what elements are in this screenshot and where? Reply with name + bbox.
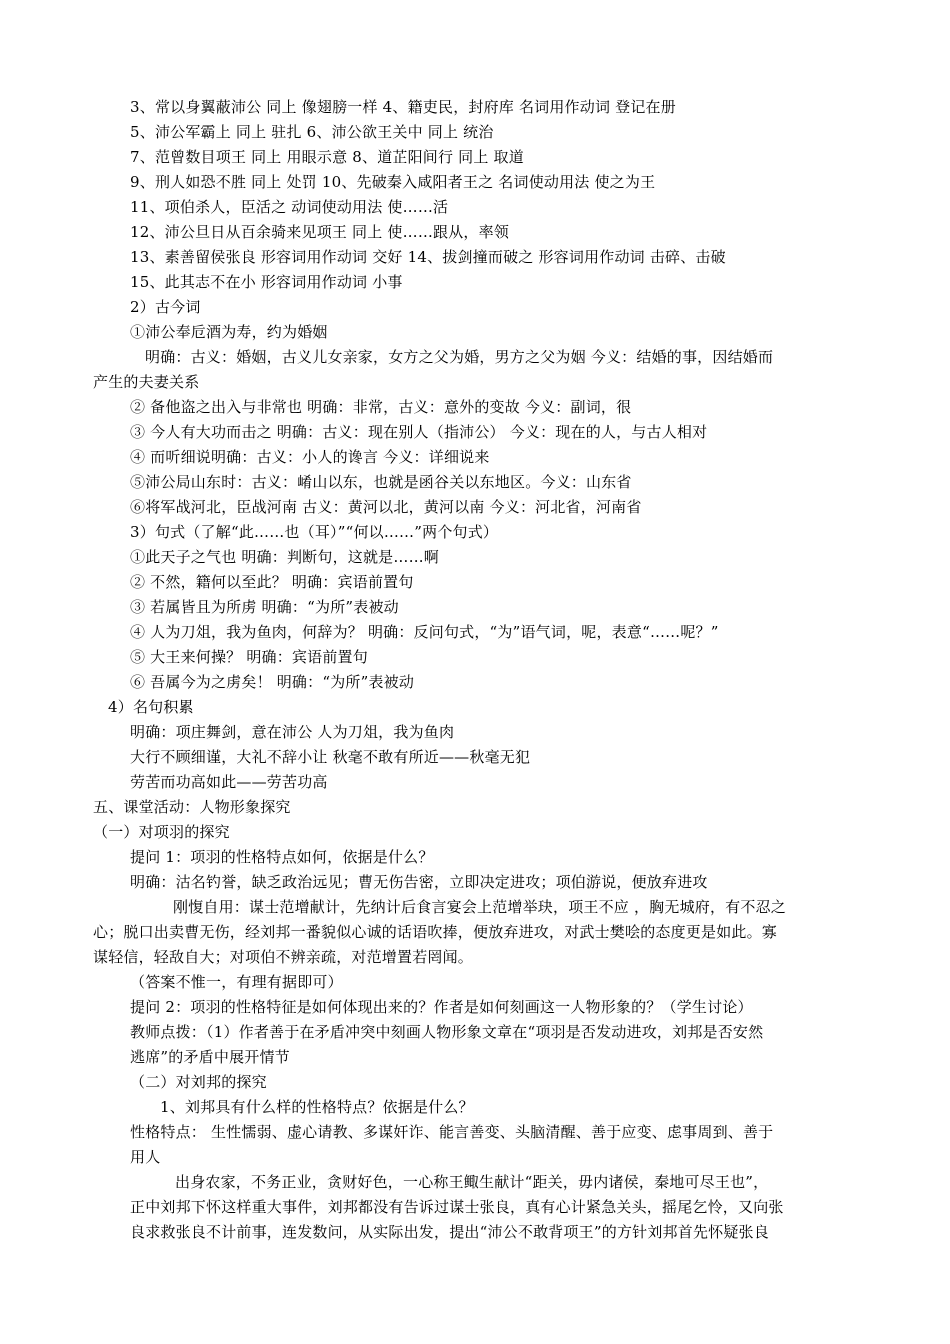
text-line: 谋轻信，轻敌自大；对项伯不辨亲疏，对范增置若罔闻。 — [93, 948, 474, 966]
text-line: 3）句式（了解“此……也（耳）”“何以……”两个句式） — [130, 523, 499, 541]
text-line: 刚愎自用：谋士范增献计，先纳计后食言宴会上范增举玦，项王不应 ，胸无城府，有不忍之 — [173, 898, 786, 916]
text-line: 5、沛公军霸上 同上 驻扎 6、沛公欲王关中 同上 统治 — [130, 123, 494, 141]
text-line: 13、素善留侯张良 形容词用作动词 交好 14、拔剑撞而破之 形容词用作动词 击碎、击破 — [130, 248, 726, 266]
text-line: ④ 而听细说明确：古义：小人的谗言 今义：详细说来 — [130, 448, 490, 466]
text-line: 逃席”的矛盾中展开情节 — [130, 1048, 290, 1066]
text-line: 3、常以身翼蔽沛公 同上 像翅膀一样 4、籍吏民，封府库 名词用作动词 登记在册 — [130, 98, 676, 116]
section-heading: 五、课堂活动：人物形象探究 — [93, 798, 291, 816]
text-line: ③ 若属皆且为所虏 明确：“为所”表被动 — [130, 598, 399, 616]
text-line: ⑥将军战河北，臣战河南 古义：黄河以北，黄河以南 今义：河北省，河南省 — [130, 498, 642, 516]
text-line: 性格特点： 生性懦弱、虚心请教、多谋奸诈、能言善变、头脑清醒、善于应变、虑事周到、善于 — [130, 1123, 774, 1141]
text-line: ①沛公奉卮酒为寿，约为婚姻 — [130, 323, 328, 341]
text-line: 良求救张良不计前事，连发数问，从实际出发，提出“沛公不敢背项王”的方针刘邦首先怀疑张良 — [130, 1223, 769, 1241]
text-line: ①此天子之气也 明确：判断句，这就是……啊 — [130, 548, 439, 566]
text-line: 9、刑人如恐不胜 同上 处罚 10、先破秦入咸阳者王之 名词使动用法 使之为王 — [130, 173, 656, 191]
text-line: ③ 今人有大功而击之 明确：古义：现在别人（指沛公） 今义：现在的人，与古人相对 — [130, 423, 708, 441]
text-line: 提问 1：项羽的性格特点如何，依据是什么？ — [130, 848, 434, 866]
text-line: 提问 2：项羽的性格特征是如何体现出来的？作者是如何刻画这一人物形象的？（学生讨论） — [130, 998, 753, 1016]
text-line: ② 不然，籍何以至此？ 明确：宾语前置句 — [130, 573, 414, 591]
text-line: 明确：项庄舞剑，意在沛公 人为刀俎，我为鱼肉 — [130, 723, 455, 741]
subsection-heading: （二）对刘邦的探究 — [130, 1073, 267, 1091]
text-line: 4）名句积累 — [108, 698, 194, 716]
text-line: 出身农家，不务正业，贪财好色，一心称王鲰生献计“距关，毋内诸侯，秦地可尽王也”， — [175, 1173, 769, 1191]
subsection-heading: （一）对项羽的探究 — [93, 823, 230, 841]
text-line: ⑤ 大王来何操？ 明确：宾语前置句 — [130, 648, 368, 666]
text-line: 教师点拨：（1）作者善于在矛盾冲突中刻画人物形象文章在“项羽是否发动进攻，刘邦是否安然 — [130, 1023, 764, 1041]
text-line: 明确：古义：婚姻，古义儿女亲家，女方之父为婚，男方之父为姻 今义：结婚的事，因结婚而 — [145, 348, 774, 366]
text-line: 1、刘邦具有什么样的性格特点？依据是什么？ — [160, 1098, 474, 1116]
text-line: 正中刘邦下怀这样重大事件，刘邦都没有告诉过谋士张良，真有心计紧急关头，摇尾乞怜，又向张 — [130, 1198, 784, 1216]
text-line: 用人 — [130, 1148, 161, 1166]
text-line: ④ 人为刀俎，我为鱼肉，何辞为？ 明确：反问句式，“为”语气词，呢，表意“……呢？” — [130, 623, 719, 641]
text-line: ⑥ 吾属今为之虏矣！ 明确：“为所”表被动 — [130, 673, 415, 691]
text-line: 大行不顾细谨，大礼不辞小让 秋毫不敢有所近——秋毫无犯 — [130, 748, 531, 766]
text-line: 2）古今词 — [130, 298, 201, 316]
text-line: 产生的夫妻关系 — [93, 373, 200, 391]
text-line: 11、项伯杀人，臣活之 动词使动用法 使……活 — [130, 198, 449, 216]
text-line: 15、此其志不在小 形容词用作动词 小事 — [130, 273, 403, 291]
text-line: ② 备他盗之出入与非常也 明确：非常，古义：意外的变故 今义：副词，很 — [130, 398, 632, 416]
text-line: ⑤沛公局山东时：古义：崤山以东，也就是函谷关以东地区。今义：山东省 — [130, 473, 632, 491]
text-line: 12、沛公旦日从百余骑来见项王 同上 使……跟从，率领 — [130, 223, 510, 241]
text-line: 心；脱口出卖曹无伤，经刘邦一番貌似心诚的话语吹捧，便放弃进攻，对武士樊哙的态度更是如此。寡 — [93, 923, 778, 941]
text-line: （答案不惟一，有理有据即可） — [130, 973, 343, 991]
text-line: 7、范曾数目项王 同上 用眼示意 8、道芷阳间行 同上 取道 — [130, 148, 524, 166]
text-line: 明确：沽名钓誉，缺乏政治远见；曹无伤告密，立即决定进攻；项伯游说，便放弃进攻 — [130, 873, 708, 891]
text-line: 劳苦而功高如此——劳苦功高 — [130, 773, 328, 791]
